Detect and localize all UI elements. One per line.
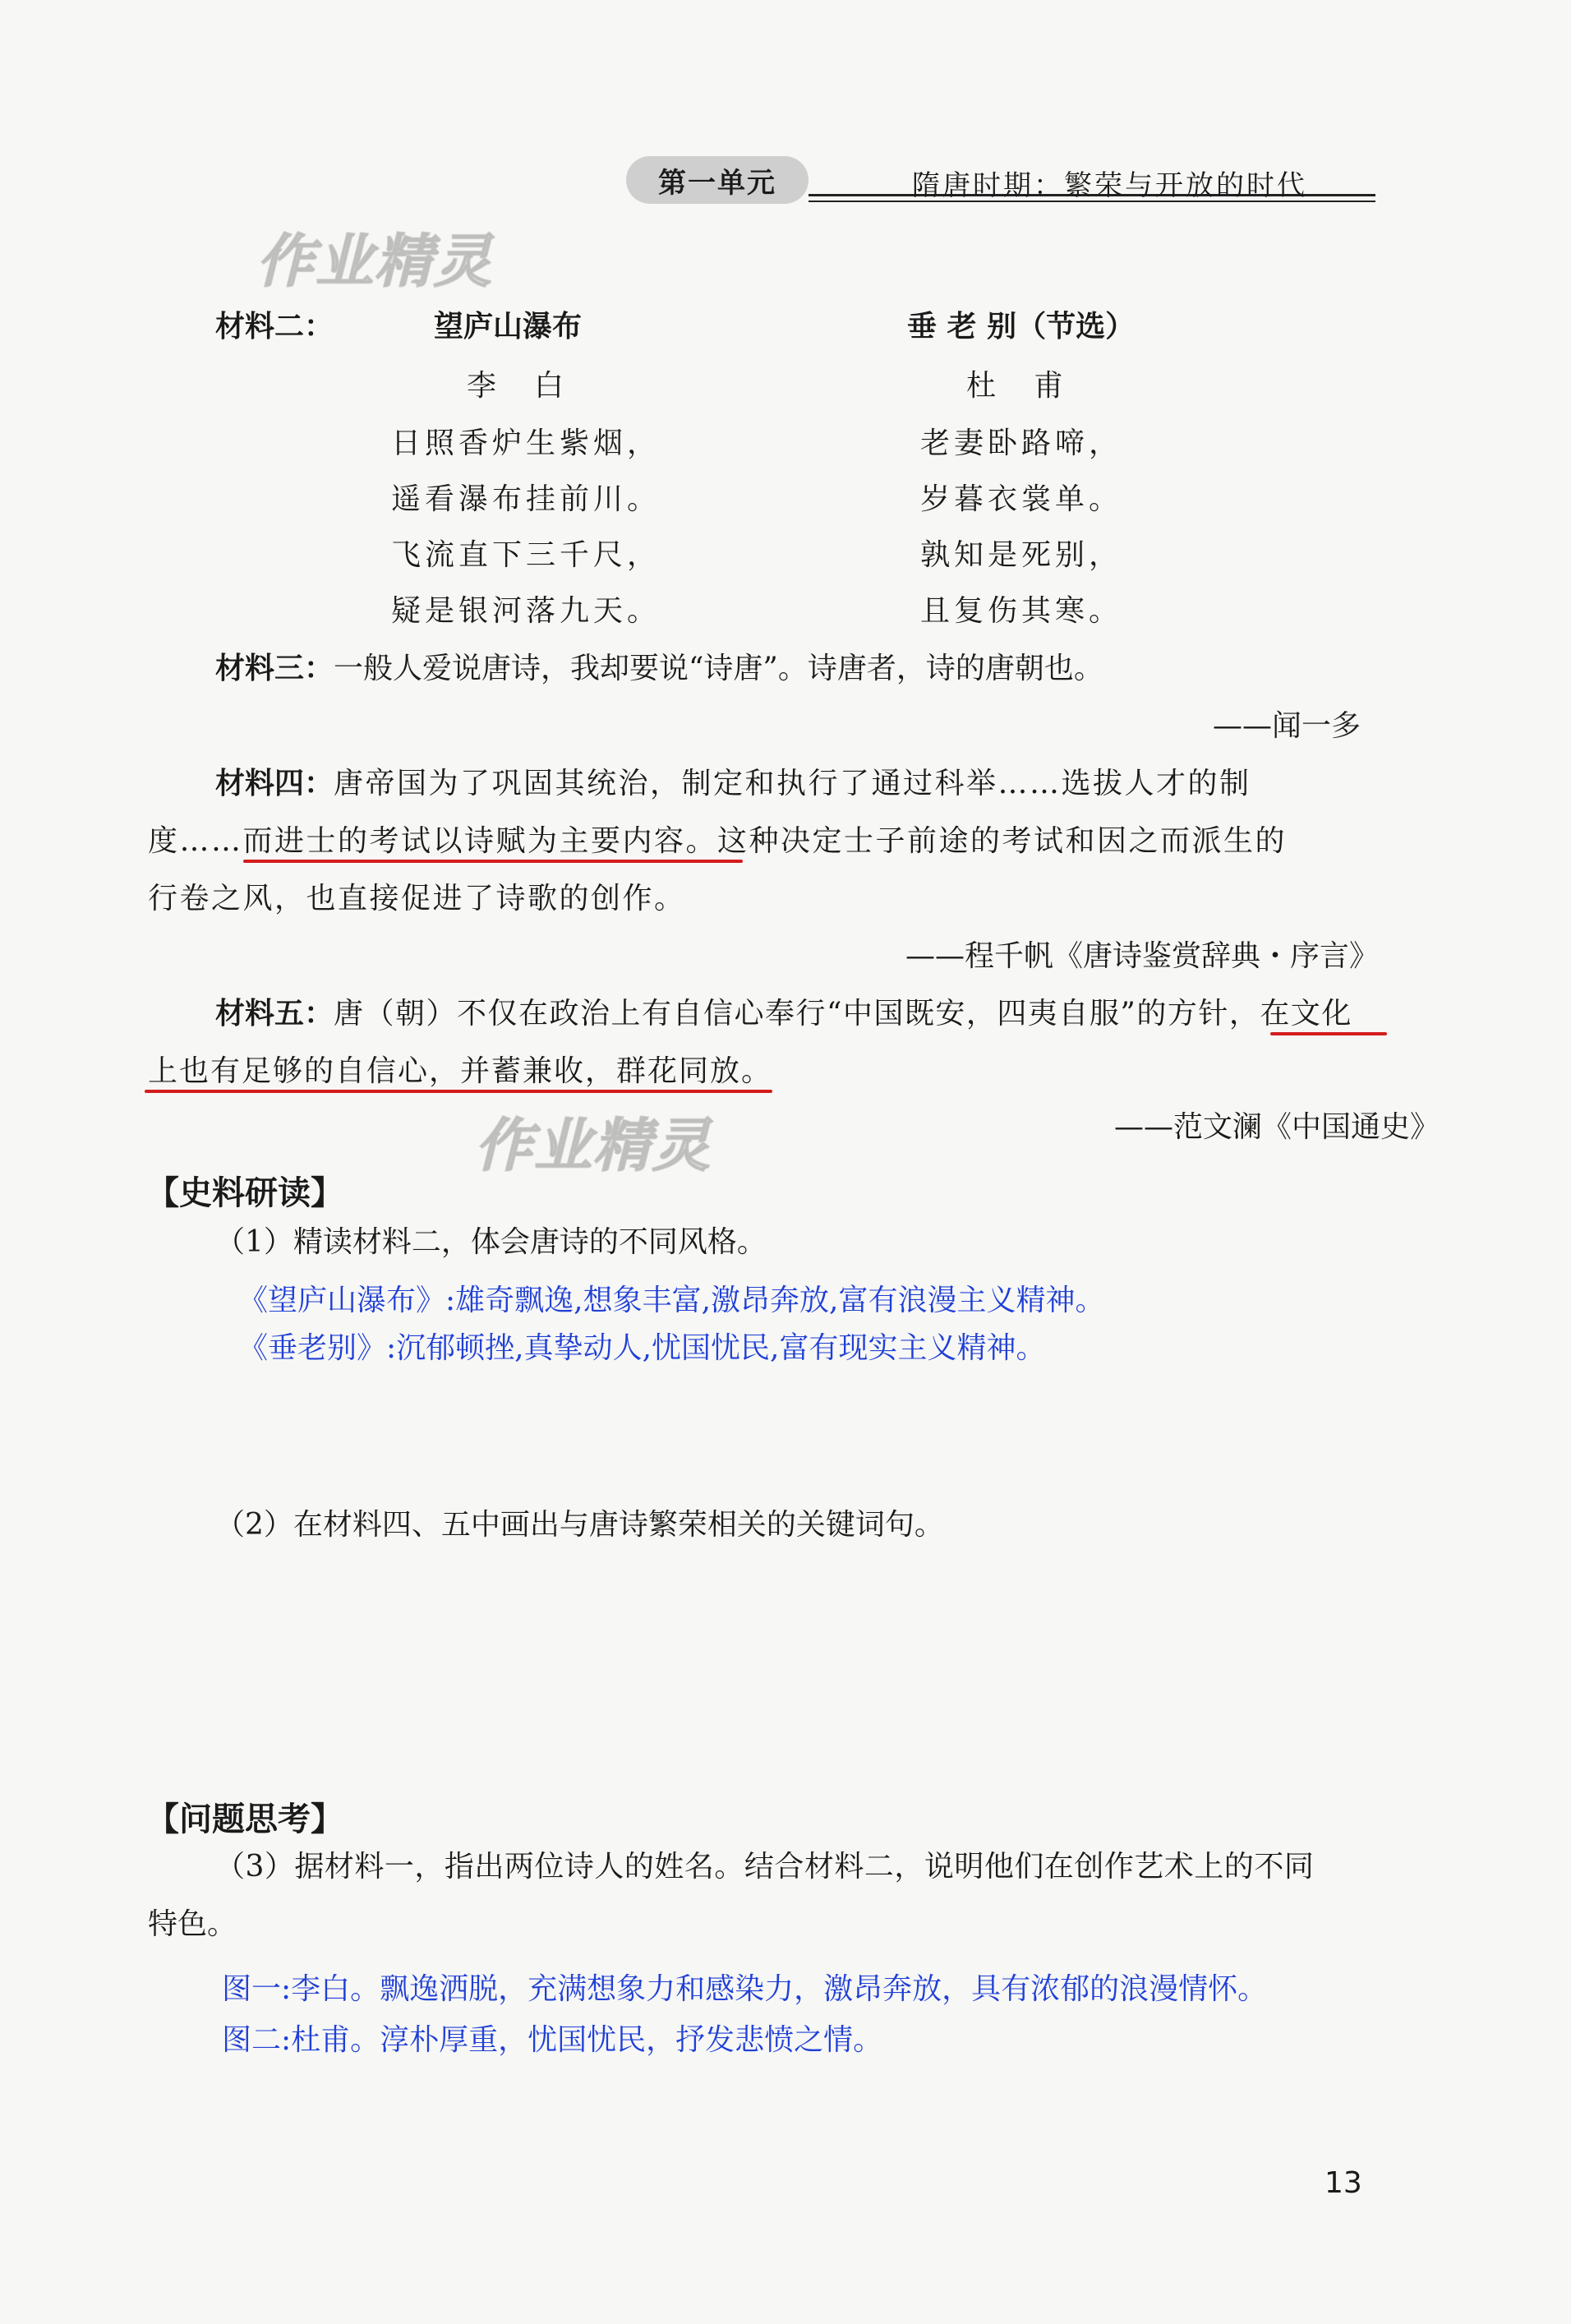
material-source: ——范文澜《中国通史》 [1114,1110,1440,1144]
underlined-key-sentence: 上也有足够的自信心，并蓄兼收，群花同放。 [148,1054,773,1088]
material-text: 唐帝国为了巩固其统治，制定和执行了通过科举……选拔人才的制 [334,767,1251,800]
material-label: 材料五： [215,997,334,1031]
poem-author: 李 白 [467,369,569,403]
poem-line: 岁暮衣裳单。 [920,482,1123,516]
poem-title: 望庐山瀑布 [434,310,583,344]
material-label: 材料四： [215,767,334,800]
material-text: 行卷之风，也直接促进了诗歌的创作。 [148,882,686,915]
material-text-part: 度…… [148,824,243,858]
material-text [148,824,1288,858]
material-paragraph [215,769,1251,799]
answer-text: 图二:杜甫。淳朴厚重，忧国忧民，抒发悲愤之情。 [222,2023,883,2057]
question-text: （3）据材料一，指出两位诗人的姓名。结合材料二，说明他们在创作艺术上的不同 [215,1850,1315,1884]
poem-title: 垂 老 别（节选） [907,310,1136,344]
section-heading: 【问题思考】 [146,1801,343,1838]
poem-line: 遥看瀑布挂前川。 [391,482,661,516]
question-text: 特色。 [148,1907,237,1941]
poem-line: 飞流直下三千尺， [391,538,661,572]
page-number: 13 [1325,2166,1362,2200]
material-source: ——程千帆《唐诗鉴赏辞典・序言》 [905,939,1380,973]
material-source: ——闻一多 [1213,709,1361,743]
red-underline [145,1090,772,1093]
poem-line: 疑是银河落九天。 [391,594,661,628]
answer-text: 《望庐山瀑布》:雄奇飘逸,想象丰富,激昂奔放,富有浪漫主义精神。 [238,1284,1105,1317]
underlined-key-sentence: 而进士的考试以诗赋为主要内容。 [242,824,718,858]
poem-line: 且复伤其寒。 [920,594,1123,628]
unit-badge: 第一单元 [626,156,809,204]
poem-line: 孰知是死别， [920,538,1123,572]
material-label: 材料三： [215,652,334,685]
header-title: 隋唐时期：繁荣与开放的时代 [912,169,1307,202]
material-label: 材料二： [215,310,334,344]
answer-text: 图一:李白。飘逸洒脱，充满想象力和感染力，激昂奔放，具有浓郁的浪漫情怀。 [222,1972,1268,2006]
poem-author: 杜 甫 [966,369,1068,403]
material-paragraph [215,999,1352,1029]
question-text: （1）精读材料二，体会唐诗的不同风格。 [215,1225,767,1259]
poem-line: 老妻卧路啼， [920,427,1123,460]
material-text: 唐（朝）不仅在政治上有自信心奉行“中国既安，四夷自服”的方针， [334,997,1260,1031]
red-underline [243,860,743,863]
material-text-part: 这种决定士子前途的考试和因之而派生的 [717,824,1288,858]
section-heading: 【史料研读】 [146,1174,343,1212]
watermark: 作业精灵 [256,228,493,295]
watermark: 作业精灵 [475,1112,712,1179]
poem-line: 日照香炉生紫烟， [391,427,661,460]
material-paragraph [215,654,1103,684]
underlined-key-sentence: 在文化 [1260,997,1352,1031]
red-underline [1270,1032,1387,1035]
answer-text: 《垂老别》:沉郁顿挫,真挚动人,忧国忧民,富有现实主义精神。 [238,1331,1046,1365]
material-text: 一般人爱说唐诗，我却要说“诗唐”。诗唐者，诗的唐朝也。 [334,652,1103,685]
question-text: （2）在材料四、五中画出与唐诗繁荣相关的关键词句。 [215,1508,944,1542]
